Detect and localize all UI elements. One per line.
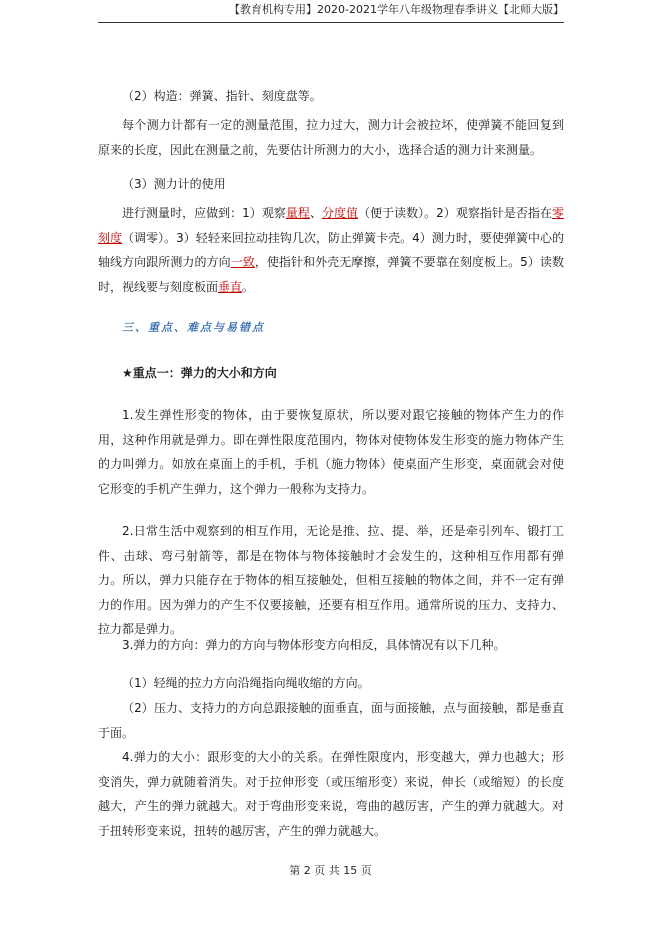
keyword-consistent: 一致 bbox=[230, 255, 255, 269]
paragraph-direction: 3.弹力的方向：弹力的方向与物体形变方向相反，具体情况有以下几种。 bbox=[122, 638, 506, 652]
paragraph-usage-steps: 进行测量时，应做到：1）观察量程、分度值（便于读数）。2）观察指针是否指在零刻度（调零）。3）轻轻来回拉动挂钩几次，防止弹簧卡壳。4）测力时，要使弹簧中心的轴线方向跟所测力的方向一致，使指针和外壳无摩擦，弹簧不要靠在刻度板上。5）读数时，视线要与刻度板面垂直。 bbox=[98, 206, 564, 294]
keyword-perpendicular: 垂直 bbox=[218, 279, 243, 294]
paragraph-rope: （1）轻绳的拉力方向沿绳指向绳收缩的方向。 bbox=[122, 676, 370, 690]
paragraph-range: 每个测力计都有一定的测量范围，拉力过大，测力计会被拉坏，使弹簧不能回复到原来的长度，因此在测量之前，先要估计所测力的大小，选择合适的测力计来测量。 bbox=[98, 118, 564, 157]
keyword-range: 量程 bbox=[285, 206, 310, 220]
section-title: 三、重点、难点与易错点 bbox=[122, 321, 265, 334]
paragraph-interaction: 2.日常生活中观察到的相互作用，无论是推、拉、提、举，还是牵引列车、锻打工件、击球、弯弓射箭等，都是在物体与物体接触时才会发生的，这种相互作用都有弹力。所以，弹力只能存在于物体的相互接触处，但相互接触的物体之间，并不一定有弹力的作用。因为弹力的产生不仅要接触，还要有相互作用。通常所说的压力、支持力、拉力都是弹力。 bbox=[98, 524, 564, 636]
page-footer: 第 2 页 共 15 页 bbox=[289, 864, 372, 877]
paragraph-magnitude: 4.弹力的大小：跟形变的大小的关系。在弹性限度内，形变越大，弹力也越大；形变消失，弹力就随着消失。对于拉伸形变（或压缩形变）来说，伸长（或缩短）的长度越大，产生的弹力就越大。对于弯曲形变来说，弯曲的越厉害，产生的弹力就越大。对于扭转形变来说，扭转的越厉害，产生的弹力就越大。 bbox=[98, 750, 564, 838]
paragraph-structure: （2）构造：弹簧、指针、刻度盘等。 bbox=[122, 89, 322, 103]
keyword-zero: 零刻度 bbox=[98, 206, 564, 245]
paragraph-usage-heading: （3）测力计的使用 bbox=[122, 177, 226, 191]
paragraph-pressure: （2）压力、支持力的方向总跟接触的面垂直，面与面接触，点与面接触，都是垂直于面。 bbox=[98, 701, 564, 740]
page-header: 【教育机构专用】2020-2021学年八年级物理春季讲义【北师大版】 bbox=[98, 0, 564, 23]
keyword-division: 分度值 bbox=[321, 206, 359, 220]
paragraph-elastic-force: 1.发生弹性形变的物体，由于要恢复原状，所以要对跟它接触的物体产生力的作用，这种作用就是弹力。即在弹性限度范围内，物体对使物体发生形变的施力物体产生的力叫弹力。如放在桌面上的手机，手机（施力物体）使桌面产生形变，桌面就会对使它形变的手机产生弹力，这个弹力一般称为支持力。 bbox=[98, 408, 564, 496]
key-point-title: ★重点一：弹力的大小和方向 bbox=[122, 366, 277, 380]
